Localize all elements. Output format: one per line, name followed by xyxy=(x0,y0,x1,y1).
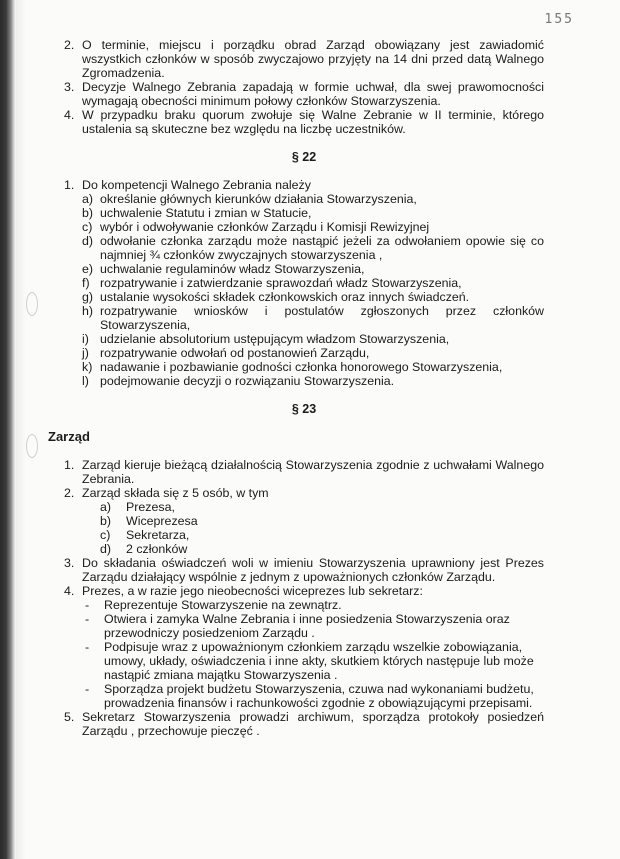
item-text: Do kompetencji Walnego Zebrania należy xyxy=(82,178,311,192)
sub-text: podejmowanie decyzji o rozwiązaniu Stowarzyszenia. xyxy=(100,374,395,388)
sub-text: Reprezentuje Stowarzyszenie na zewnątrz. xyxy=(104,598,342,612)
sub-text: rozpatrywanie i zatwierdzanie sprawozdań władz Stowarzyszenia, xyxy=(100,276,462,290)
sub-item xyxy=(82,290,544,304)
sub-item xyxy=(82,346,544,360)
sub-item xyxy=(82,276,544,290)
document-body xyxy=(48,38,544,738)
sub-item xyxy=(100,514,544,528)
sub-letter: b) xyxy=(82,206,94,220)
list-item xyxy=(64,38,544,80)
sub-text: rozpatrywanie odwołań od postanowień Zarządu, xyxy=(100,346,370,360)
page-number: 155 xyxy=(544,12,574,27)
sub-item xyxy=(100,528,544,542)
list-item xyxy=(64,458,544,486)
list-item xyxy=(64,556,544,584)
scan-edge xyxy=(0,0,16,859)
board-members-sublist xyxy=(100,500,544,556)
item-number: 1. xyxy=(64,458,75,472)
section-heading-23: § 23 xyxy=(291,402,317,416)
item-text: Decyzje Walnego Zebrania zapadają w formie uchwał, dla swej prawomocności wymagają obecności minimum połowy członków Stowarzyszenia. xyxy=(82,80,544,108)
item-text: Prezes, a w razie jego nieobecności wiceprezes lub sekretarz: xyxy=(82,584,423,598)
section-heading-22: § 22 xyxy=(291,150,317,164)
dash-mark: - xyxy=(85,682,90,696)
list-item xyxy=(64,584,544,598)
item-number: 4. xyxy=(64,584,75,598)
item-number: 4. xyxy=(64,108,75,122)
item-number: 2. xyxy=(64,38,75,52)
sub-letter: d) xyxy=(100,542,112,556)
sub-item xyxy=(82,360,544,374)
sub-item xyxy=(82,640,544,682)
punch-hole-mark xyxy=(26,292,38,316)
sub-letter: b) xyxy=(100,514,112,528)
list-item xyxy=(64,108,544,136)
list-item xyxy=(64,710,544,738)
item-text: W przypadku braku quorum zwołuje się Walne Zebranie w II terminie, którego ustalenia są skuteczne bez względu na liczbę uczestników. xyxy=(82,108,544,136)
sub-letter: e) xyxy=(82,262,94,276)
dash-mark: - xyxy=(85,640,90,654)
dash-mark: - xyxy=(85,612,90,626)
sub-letter: d) xyxy=(82,234,94,248)
punch-hole-mark xyxy=(26,434,38,458)
sub-item xyxy=(82,262,544,276)
item-text: Sekretarz Stowarzyszenia prowadzi archiwum, sporządza protokoły posiedzeń Zarządu , przechowuje pieczęć . xyxy=(82,710,544,738)
sub-text: odwołanie członka zarządu może nastąpić jeżeli za odwołaniem opowie się co najmniej ¾ członków zwyczajnych stowarzyszenia , xyxy=(100,234,544,262)
sub-letter: f) xyxy=(82,276,90,290)
item-text: Zarząd kieruje bieżącą działalnością Stowarzyszenia zgodnie z uchwałami Walnego Zebrania. xyxy=(82,458,544,486)
section-22-list xyxy=(64,178,544,388)
sub-letter: g) xyxy=(82,290,94,304)
sub-text: rozpatrywanie wniosków i postulatów zgłoszonych przez członków Stowarzyszenia, xyxy=(100,304,544,332)
item-number: 2. xyxy=(64,486,75,500)
sub-letter: h) xyxy=(82,304,94,318)
sub-letter: k) xyxy=(82,360,93,374)
sub-item xyxy=(82,332,544,346)
item-number: 3. xyxy=(64,80,75,94)
sub-item xyxy=(82,220,544,234)
item-text: Do składania oświadczeń woli w imieniu Stowarzyszenia uprawniony jest Prezes Zarządu działający wspólnie z jednym z upoważnionych członków Zarządu. xyxy=(82,556,544,584)
sub-item xyxy=(82,234,544,262)
sub-letter: l) xyxy=(82,374,89,388)
sub-text: określanie głównych kierunków działania Stowarzyszenia, xyxy=(100,192,417,206)
sub-text: Sekretarza, xyxy=(126,528,190,542)
sub-letter: c) xyxy=(82,220,93,234)
sub-item xyxy=(82,374,544,388)
dash-mark: - xyxy=(85,598,90,612)
sub-item xyxy=(82,598,544,612)
sub-text: uchwalanie regulaminów władz Stowarzyszenia, xyxy=(100,262,365,276)
sub-item xyxy=(82,682,544,710)
sub-letter: a) xyxy=(82,192,94,206)
sub-text: udzielanie absolutorium ustępującym władzom Stowarzyszenia, xyxy=(100,332,450,346)
top-list xyxy=(64,38,544,136)
list-item xyxy=(64,178,544,192)
list-item xyxy=(64,486,544,500)
sub-text: wybór i odwoływanie członków Zarządu i Komisji Rewizyjnej xyxy=(100,220,430,234)
sub-text: uchwalenie Statutu i zmian w Statucie, xyxy=(100,206,312,220)
sub-letter: i) xyxy=(82,332,89,346)
sub-text: ustalanie wysokości składek członkowskich oraz innych świadczeń. xyxy=(100,290,470,304)
sub-item xyxy=(100,542,544,556)
sub-text: 2 członków xyxy=(126,542,188,556)
sub-letter: j) xyxy=(82,346,89,360)
sub-text: nadawanie i pozbawianie godności członka honorowego Stowarzyszenia, xyxy=(100,360,503,374)
sub-letter: c) xyxy=(100,528,111,542)
item-text: Zarząd składa się z 5 osób, w tym xyxy=(82,486,269,500)
sub-item xyxy=(82,304,544,332)
scan-shadow xyxy=(16,0,26,859)
competence-sublist xyxy=(82,192,544,388)
sub-item xyxy=(100,500,544,514)
section-23-list xyxy=(64,458,544,738)
sub-letter: a) xyxy=(100,500,112,514)
item-number: 3. xyxy=(64,556,75,570)
item-number: 5. xyxy=(64,710,75,724)
item-text: O terminie, miejscu i porządku obrad Zarząd obowiązany jest zawiadomić wszystkich członków w sposób zwyczajowo przyjęty na 14 dni przed datą Walnego Zgromadzenia. xyxy=(82,38,544,80)
list-item xyxy=(64,80,544,108)
sub-text: Podpisuje wraz z upoważnionym członkiem zarządu wszelkie zobowiązania, umowy, układy, oświadczenia i inne akty, skutkiem których następuje lub może nastąpić zmiana majątku Stowarzyszenia . xyxy=(104,640,534,682)
section-title-zarzad: Zarząd xyxy=(48,429,90,444)
sub-text: Otwiera i zamyka Walne Zebrania i inne posiedzenia Stowarzyszenia oraz przewodniczy posiedzeniom Zarządu . xyxy=(104,612,510,640)
sub-item xyxy=(82,612,544,640)
sub-text: Wiceprezesa xyxy=(126,514,198,528)
sub-text: Prezesa, xyxy=(126,500,175,514)
president-duties-sublist xyxy=(82,598,544,710)
sub-text: Sporządza projekt budżetu Stowarzyszenia, czuwa nad wykonaniami budżetu, prowadzenia finansów i rachunkowości zgodnie z obowiązującymi przepisami. xyxy=(104,682,534,710)
sub-item xyxy=(82,192,544,206)
item-number: 1. xyxy=(64,178,75,192)
sub-item xyxy=(82,206,544,220)
